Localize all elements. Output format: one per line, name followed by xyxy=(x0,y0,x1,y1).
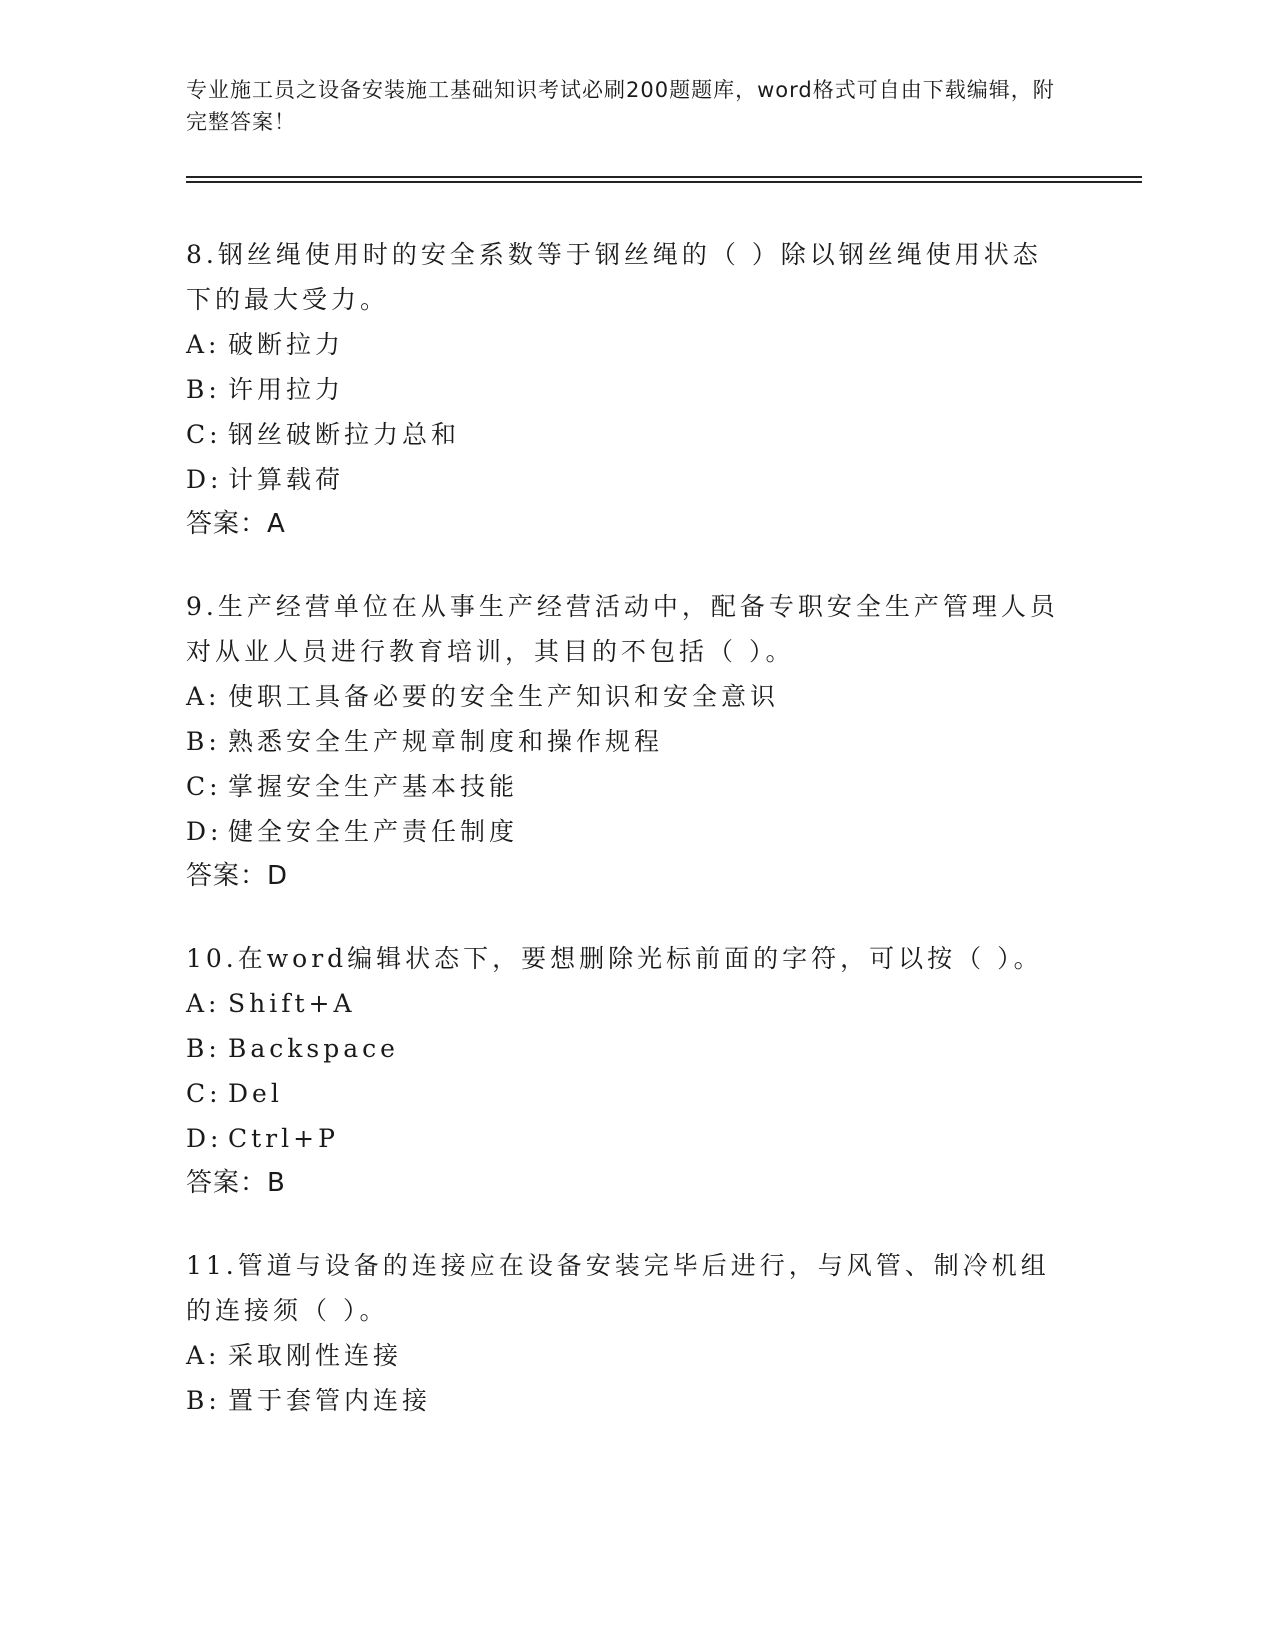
option-text: Shift+A xyxy=(228,989,356,1018)
answer-line: 答案：B xyxy=(186,1168,286,1198)
option-letter: B: xyxy=(186,375,221,404)
option-b xyxy=(186,719,1066,764)
option-text: 置于套管内连接 xyxy=(228,1386,432,1415)
option-a xyxy=(186,981,1066,1026)
option-c xyxy=(186,412,1066,457)
answer-line: 答案：A xyxy=(186,509,286,539)
option-letter: A: xyxy=(186,682,221,711)
question-8 xyxy=(186,232,1066,547)
option-letter: A: xyxy=(186,1341,221,1370)
option-letter: A: xyxy=(186,330,221,359)
option-b xyxy=(186,1026,1066,1071)
header-rule-bottom xyxy=(186,181,1142,183)
option-text: 许用拉力 xyxy=(228,375,345,404)
option-letter: D: xyxy=(186,1124,223,1153)
question-stem: 9.生产经营单位在从事生产经营活动中，配备专职安全生产管理人员对从业人员进行教育培训，其目的不包括（ ）。 xyxy=(186,592,1059,666)
option-text: 钢丝破断拉力总和 xyxy=(228,420,461,449)
option-text: 破断拉力 xyxy=(228,330,345,359)
option-letter: D: xyxy=(186,465,223,494)
option-letter: B: xyxy=(186,1034,221,1063)
option-d xyxy=(186,809,1066,854)
option-text: Ctrl+P xyxy=(228,1124,339,1153)
question-stem: 10.在word编辑状态下，要想删除光标前面的字符，可以按（ ）。 xyxy=(186,944,1043,973)
question-11 xyxy=(186,1243,1066,1423)
option-a xyxy=(186,1333,1066,1378)
question-10 xyxy=(186,936,1066,1206)
option-letter: D: xyxy=(186,817,223,846)
option-text: 计算载荷 xyxy=(228,465,345,494)
question-9 xyxy=(186,584,1066,899)
question-stem: 11.管道与设备的连接应在设备安装完毕后进行，与风管、制冷机组的连接须（ ）。 xyxy=(186,1251,1050,1325)
option-text: Del xyxy=(228,1079,283,1108)
option-letter: B: xyxy=(186,727,221,756)
option-a xyxy=(186,674,1066,719)
option-d xyxy=(186,1116,1066,1161)
option-d xyxy=(186,457,1066,502)
option-b xyxy=(186,1378,1066,1423)
option-b xyxy=(186,367,1066,412)
option-letter: C: xyxy=(186,1079,222,1108)
option-letter: B: xyxy=(186,1386,221,1415)
option-c xyxy=(186,764,1066,809)
question-list xyxy=(186,232,1066,1460)
option-text: 采取刚性连接 xyxy=(228,1341,403,1370)
option-letter: A: xyxy=(186,989,221,1018)
option-text: 熟悉安全生产规章制度和操作规程 xyxy=(228,727,664,756)
option-letter: C: xyxy=(186,772,222,801)
option-a xyxy=(186,322,1066,367)
option-letter: C: xyxy=(186,420,222,449)
document-header: 专业施工员之设备安装施工基础知识考试必刷200题题库，word格式可自由下载编辑，附完整答案！ xyxy=(186,78,1055,134)
option-c xyxy=(186,1071,1066,1116)
answer-line: 答案：D xyxy=(186,861,289,891)
option-text: 掌握安全生产基本技能 xyxy=(228,772,519,801)
question-stem: 8.钢丝绳使用时的安全系数等于钢丝绳的（ ）除以钢丝绳使用状态下的最大受力。 xyxy=(186,240,1042,314)
option-text: Backspace xyxy=(228,1034,399,1063)
option-text: 健全安全生产责任制度 xyxy=(228,817,519,846)
option-text: 使职工具备必要的安全生产知识和安全意识 xyxy=(228,682,780,711)
header-rule-top xyxy=(186,176,1142,178)
